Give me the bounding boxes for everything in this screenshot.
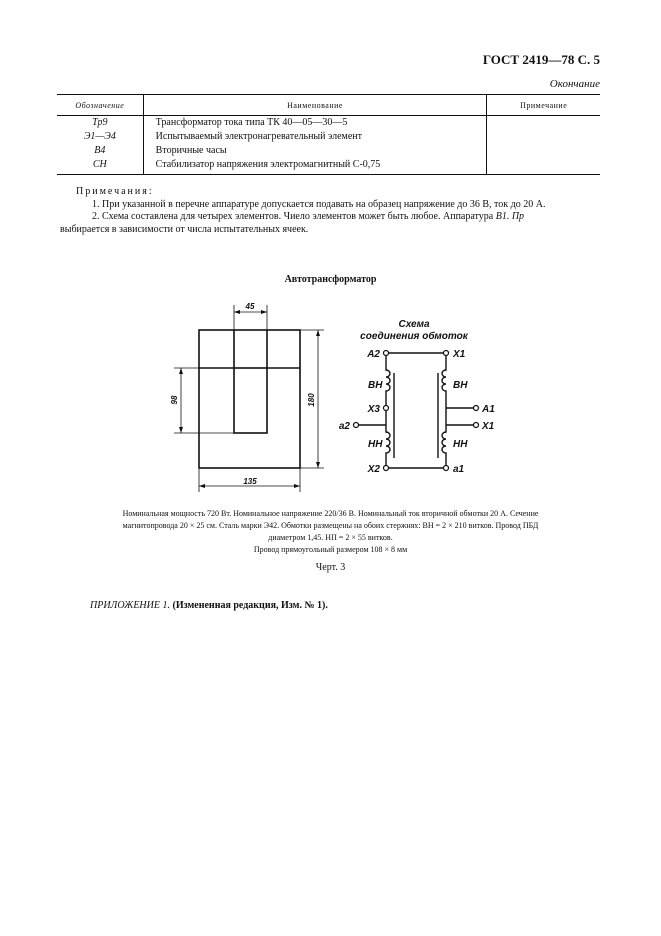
row-code: СН <box>57 158 143 175</box>
appendix-text: (Измененная редакция, Изм. № 1). <box>172 600 328 611</box>
notes-title: Примечания: <box>76 186 154 197</box>
caption-line-4: Провод прямоугольный размером 108 × 8 мм <box>253 545 408 554</box>
terminal-X2: X2 <box>367 464 380 475</box>
terminal-a1: a1 <box>453 464 465 475</box>
appendix-note <box>90 600 328 611</box>
terminal-X3: X3 <box>367 404 380 415</box>
row-code: Э1—Э4 <box>83 131 116 142</box>
dimension-lines <box>174 305 324 492</box>
note-item-2-ref1: В1. <box>495 211 510 222</box>
right-winding <box>442 353 446 468</box>
dim-135-label: 135 <box>243 477 257 486</box>
figure-title: Автотрансформатор <box>284 274 377 285</box>
note-item-2-ref2: Пр <box>511 211 525 222</box>
core-outer-rect <box>199 330 300 468</box>
dim-180-label: 180 <box>307 393 316 407</box>
note-item-2-text: 2. Схема составлена для четырех элементов. Чиело элементов может быть любое. Аппаратура <box>92 211 494 222</box>
winding-label-HH-right: НН <box>453 439 468 450</box>
row-code: Тр9 <box>92 117 108 128</box>
caption-line-1: Номинальная мощность 720 Вт. Номинальное напряжение 220/36 В. Номинальный ток вторичной обмотки 20 А. Сечение <box>122 509 539 518</box>
column-header-designation: Обозначение <box>57 95 143 116</box>
caption-line-3: диаметром 1,45. НП = 2 × 55 витков. <box>268 533 393 542</box>
scheme-title-line1: Схема <box>398 319 430 330</box>
figure-number: Черт. 3 <box>315 562 346 573</box>
dimension-arrows <box>179 310 320 488</box>
row-name: Трансформатор тока типа ТК 40—05—30—5 <box>143 116 487 131</box>
row-name: Вторичные часы <box>143 144 487 158</box>
winding-label-HH-left: НН <box>368 439 383 450</box>
row-name: Испытываемый электронагревательный элемент <box>143 130 487 144</box>
appendix-prefix: ПРИЛОЖЕНИЕ 1. <box>90 600 170 611</box>
winding-label-BH-right: ВН <box>453 380 468 391</box>
table-continuation-label: Окончание <box>549 78 600 90</box>
dim-45-label: 45 <box>245 302 255 311</box>
caption-line-2: магнитопровода 20 × 25 см. Сталь марки Э42. Обмотки размещены на обоих стержнях: ВН = 2 × 210 витков. Провод ПБД <box>122 521 539 530</box>
column-header-name: Наименование <box>143 95 487 116</box>
core-window <box>234 368 267 433</box>
note-item-2-continuation: выбирается в зависимости от числа испытательных ячеек. <box>60 223 309 235</box>
terminal-A1: A1 <box>482 404 495 415</box>
note-item-1: 1. При указанной в перечне аппаратуре допускается подавать на образец напряжение до 36 В, ток до 20 А. <box>92 198 546 210</box>
dim-98-label: 98 <box>170 395 179 405</box>
winding-label-BH-left: ВН <box>368 380 383 391</box>
page-header: ГОСТ 2419—78 С. 5 <box>482 52 600 67</box>
figure-caption <box>60 508 601 556</box>
row-name: Стабилизатор напряжения электромагнитный С-0,75 <box>143 158 487 175</box>
row-code: В4 <box>94 145 106 156</box>
terminal-A2: A2 <box>367 349 380 360</box>
terminal-a2: a2 <box>338 421 350 432</box>
scheme-title-line2: соединения обмоток <box>360 331 468 342</box>
terminal-X1b: X1 <box>482 421 495 432</box>
column-header-note: Примечание <box>487 95 600 116</box>
terminal-X1: X1 <box>453 349 466 360</box>
core-outline <box>199 330 300 468</box>
